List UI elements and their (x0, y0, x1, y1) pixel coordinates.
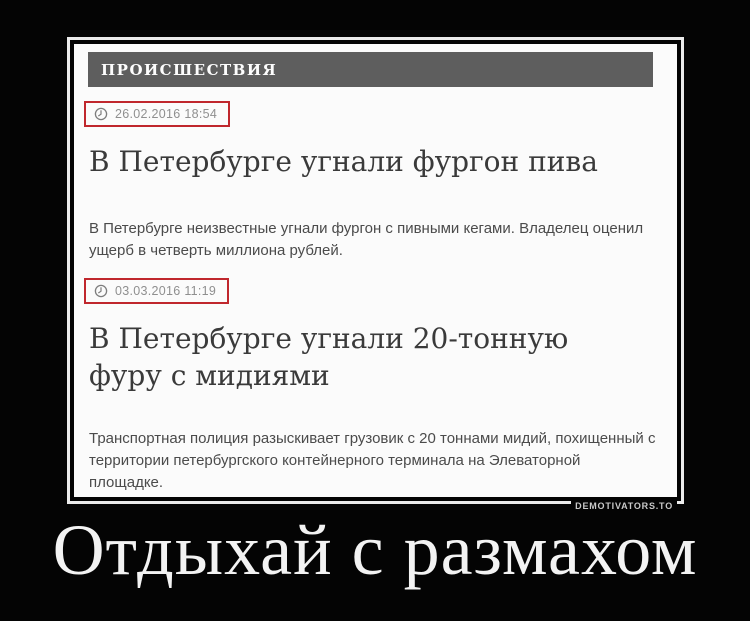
poster-caption: Отдыхай с размахом (52, 510, 698, 590)
screenshot-frame (67, 37, 684, 511)
timestamp-highlight-box-2 (84, 278, 229, 304)
article-timestamp: 03.03.2016 11:19 (115, 284, 217, 298)
clock-icon (94, 284, 108, 298)
news-site-screenshot (74, 44, 677, 497)
article-summary: Транспортная полиция разыскивает грузовик с 20 тоннами мидий, похищенный с территории петербургского контейнерного терминала на Элеваторной площадке. (89, 430, 656, 491)
section-header-label: ПРОИСШЕСТВИЯ (101, 60, 278, 79)
article-timestamp: 26.02.2016 18:54 (115, 107, 218, 121)
section-header-bar[interactable] (88, 52, 653, 87)
article-headline-link[interactable]: В Петербурге угнали 20-тонную фуру с мидиями (89, 322, 569, 392)
demotivators-watermark: DEMOTIVATORS.TO (571, 500, 677, 512)
clock-icon (94, 107, 108, 121)
article-headline-link[interactable]: В Петербурге угнали фургон пива (89, 145, 598, 178)
timestamp-highlight-box-1 (84, 101, 230, 127)
article-summary: В Петербурге неизвестные угнали фургон с пивными кегами. Владелец оценил ущерб в четверть миллиона рублей. (89, 220, 644, 259)
